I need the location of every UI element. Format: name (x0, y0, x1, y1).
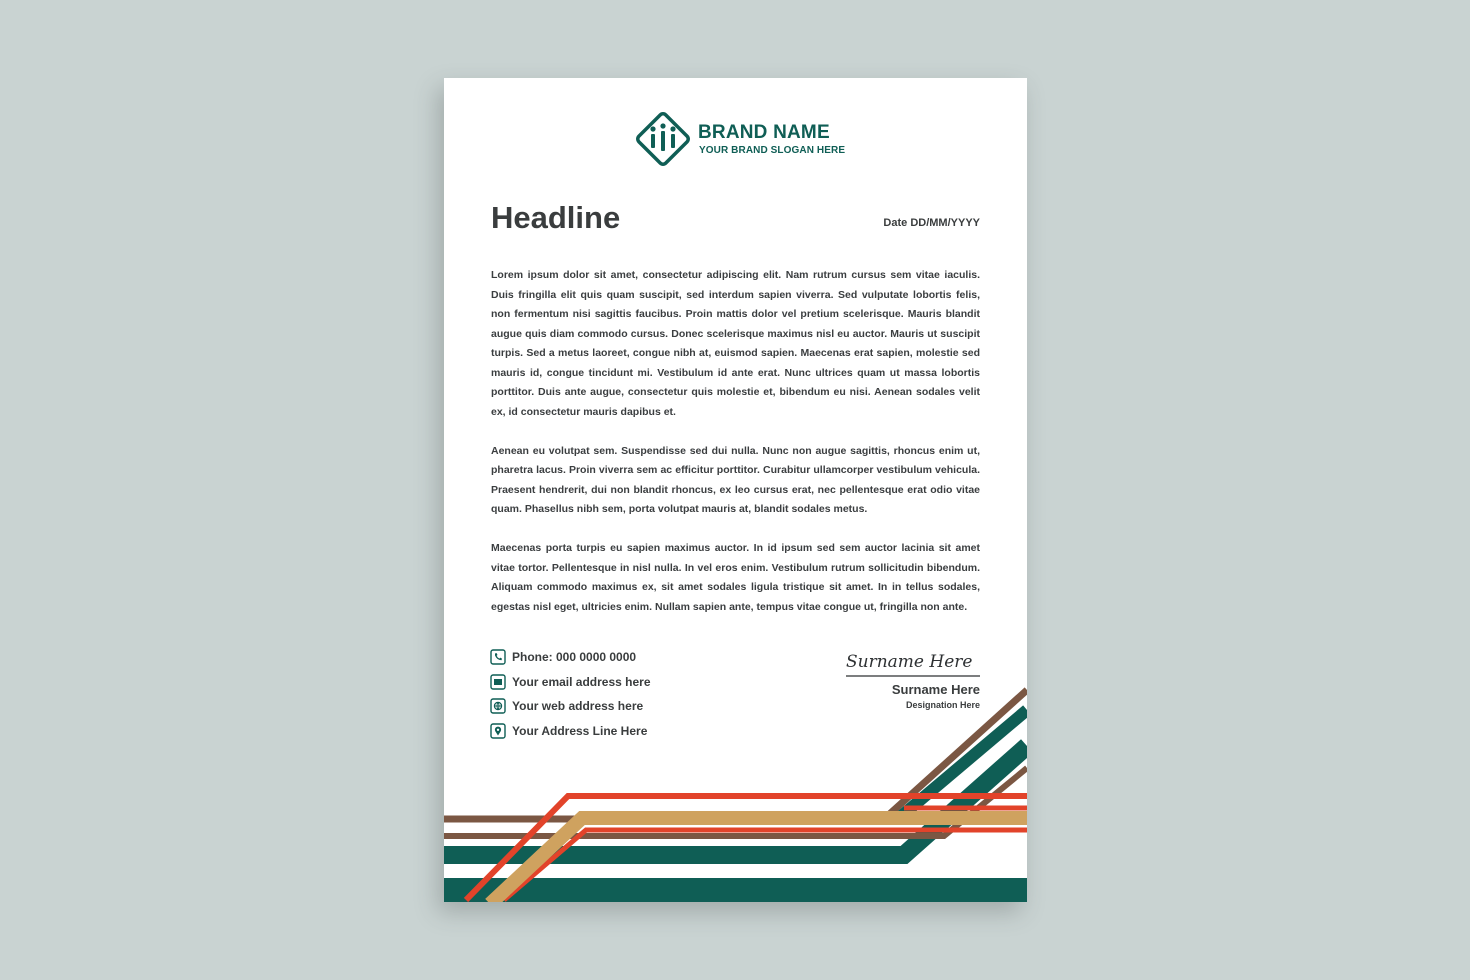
body-paragraph: Aenean eu volutpat sem. Suspendisse sed dui nulla. Nunc non augue sagittis, rhoncus enim ut, pharetra lacus. Proin viverra sem ac efficitur porttitor. Curabitur ullamcorper vestibulum vehicula. Praesent hendrerit, dui non blandit rhoncus, ex leo cursus erat, nec pellentesque erat odio vitae quam. Phasellus nibh sem, porta volutpat mauris at, blandit sodales metus. (491, 444, 980, 515)
contact-address (490, 719, 651, 744)
web-text: Your web address here (512, 699, 644, 714)
email-text: Your email address here (512, 674, 651, 689)
brand-logo-icon (632, 108, 694, 170)
contact-email (490, 670, 651, 695)
signature-block (846, 644, 980, 710)
body-paragraph: Lorem ipsum dolor sit amet, consectetur adipiscing elit. Nam rutrum cursus sem vitae iaculis. Duis fringilla elit quis quam suscipit, sed interdum sapien viverra. Sed vulputate lobortis felis, non fermentum nisi sagittis faucibus. Proin mattis dolor vel pretium scelerisque. Mauris blandit augue quis diam commodo cursus. Donec scelerisque maximus nisl eu auctor. Mauris ut suscipit turpis. Sed a metus laoreet, congue nibh at, euismod sapien. Maecenas erat sapien, molestie sed mauris id, congue tincidunt mi. Vestibulum id ante erat. Nunc ultrices quam ut massa lobortis porttitor. Duis ante augue, consectetur quis molestie et, bibendum eu nisi. Aenean sodales velit ex, id consectetur mauris dapibus et. (491, 269, 980, 418)
globe-icon (490, 698, 506, 714)
address-text: Your Address Line Here (512, 723, 648, 738)
letterhead-page (444, 78, 1027, 902)
contact-list (490, 645, 651, 743)
email-icon (490, 674, 506, 690)
brand-logo (632, 108, 852, 170)
brand-slogan: YOUR BRAND SLOGAN HERE (699, 145, 846, 156)
letter-headline: Headline (491, 200, 621, 235)
svg-text:Surname Here: Surname Here (846, 652, 973, 672)
body-paragraph: Maecenas porta turpis eu sapien maximus auctor. In id ipsum sed sem auctor lacinia sit amet vitae tortor. Pellentesque in nisl nulla. In vel eros enim. Vestibulum rutrum sollicitudin bibendum. Aliquam commodo maximus ex, sit amet sodales ligula tristique sit amet. In in tellus sodales, egestas nisl eget, ultricies enim. Nullam sapien ante, tempus vitae congue ut, fringilla non ante. (491, 542, 980, 613)
letter-body (491, 266, 980, 637)
contact-phone (490, 645, 651, 670)
phone-icon (490, 649, 506, 665)
phone-text: Phone: 000 0000 0000 (512, 650, 637, 665)
signer-designation: Designation Here (905, 700, 980, 710)
signer-name: Surname Here (891, 682, 980, 697)
handwritten-signature (846, 644, 980, 678)
stripe-teal-base (444, 878, 1027, 902)
letter-date: Date DD/MM/YYYY (883, 217, 980, 229)
location-pin-icon (490, 723, 506, 739)
contact-web (490, 694, 651, 719)
brand-name: BRAND NAME (698, 122, 830, 143)
